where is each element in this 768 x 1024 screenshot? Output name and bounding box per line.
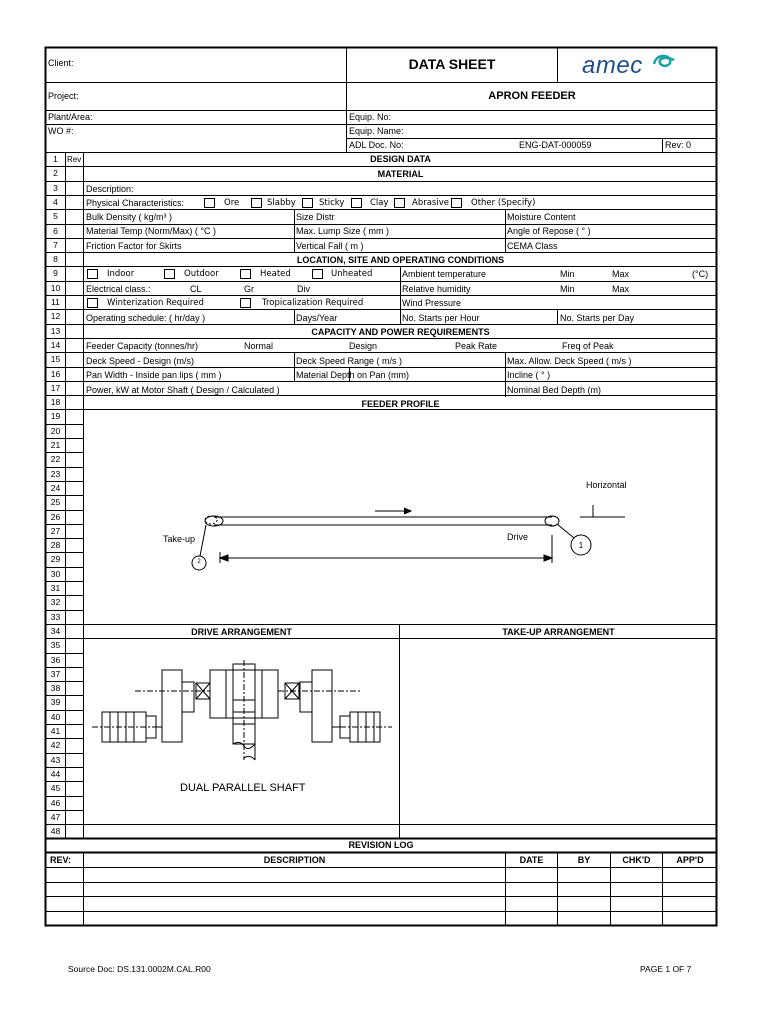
humidity-max-label: Max [612,284,630,294]
ore-label: Ore [224,198,240,208]
source-doc: Source Doc: DS.131.0002M.CAL.R00 [68,964,211,974]
normal-label: Normal [244,341,274,351]
ambient-min-label: Min [560,269,575,279]
left-gearbox [162,670,182,742]
row-number: 13 [50,326,61,336]
section-material: MATERIAL [377,169,424,179]
wo-label: WO #: [48,126,74,136]
row-number: 38 [50,683,61,693]
row-number: 46 [50,798,61,808]
logo-text: amec [582,52,643,79]
row-number: 28 [50,540,61,550]
row-number: 7 [53,240,58,250]
revision-log-title: REVISION LOG [348,840,414,850]
other-label: Other (Specify) [471,198,536,208]
ambient-max-label: Max [612,269,630,279]
doc-number: ENG-DAT-000059 [519,140,592,150]
row-number: 47 [50,812,61,822]
row-number: 32 [50,597,61,607]
deck-range-label: Deck Speed Range ( m/s ) [296,356,403,366]
electrical-class-label: Electrical class.: [86,284,151,294]
equip-name-label: Equip. Name: [349,126,404,136]
row-number: 16 [50,369,61,379]
row-number: 29 [50,554,61,564]
client-label: Client: [48,58,74,68]
row-number: 3 [53,183,58,193]
project-label: Project: [48,91,79,101]
row-number: 40 [50,712,61,722]
row-number: 33 [50,612,61,622]
description-column-header: DESCRIPTION [263,855,326,865]
appd-column-header: APP'D [676,855,704,865]
heated-label: Heated [260,269,291,279]
chkd-column-header: CHK'D [622,855,651,865]
plant-area-label: Plant/Area: [48,112,93,122]
starts-day-label: No. Starts per Day [560,313,635,323]
section-capacity: CAPACITY AND POWER REQUIREMENTS [311,327,490,337]
sheet-title: DATA SHEET [408,56,496,72]
tropicalization-label: Tropicalization Required [262,298,364,308]
gr-label: Gr [244,284,254,294]
row-number: 25 [50,497,61,507]
adl-doc-label: ADL Doc. No: [349,140,404,150]
row-number: 5 [53,211,58,221]
humidity-label: Relative humidity [402,284,471,294]
incline-label: Incline ( ° ) [507,370,551,380]
angle-repose-label: Angle of Repose ( ° ) [507,226,591,236]
size-distr-label: Size Distr [296,212,335,222]
cl-label: CL [190,284,202,294]
row-number: 22 [50,454,61,464]
pan-width-label: Pan Width - Inside pan lips ( mm ) [86,370,222,380]
starts-hour-label: No. Starts per Hour [402,313,480,323]
physical-characteristics-label: Physical Characteristics: [86,198,185,208]
row-number: 30 [50,569,61,579]
winterization-label: Winterization Required [107,298,204,308]
row-number: 45 [50,783,61,793]
friction-label: Friction Factor for Skirts [86,241,182,251]
material-depth-label: Material Depth on Pan (mm) [296,370,410,380]
row-number: 11 [51,297,60,307]
cema-label: CEMA Class [507,241,558,251]
description-label: Description: [86,184,134,194]
takeup-label: Take-up [163,534,196,544]
row-number: 12 [50,311,61,321]
bed-depth-label: Nominal Bed Depth (m) [507,385,602,395]
degc-label: (°C) [692,269,709,279]
row-number: 9 [53,268,58,278]
row-number: 18 [50,397,61,407]
div-label: Div [297,284,310,294]
drive-caption: DUAL PARALLEL SHAFT [180,782,306,794]
material-temp-label: Material Temp (Norm/Max) ( °C ) [86,226,216,236]
section-location: LOCATION, SITE AND OPERATING CONDITIONS [296,255,505,265]
wind-pressure-label: Wind Pressure [402,298,462,308]
indoor-label: Indoor [107,269,135,279]
equip-no-label: Equip. No: [349,112,392,122]
row-number: 44 [50,769,61,779]
row-number: 42 [50,740,61,750]
sticky-label: Sticky [319,198,345,208]
row-number: 39 [50,697,61,707]
operating-schedule-label: Operating schedule: ( hr/day ) [86,313,206,323]
max-deck-speed-label: Max. Allow. Deck Speed ( m/s ) [507,356,632,366]
rev-column-label: Rev [67,155,82,164]
row-number: 21 [50,440,61,450]
row-number: 43 [50,755,61,765]
design-label: Design [349,341,378,351]
rev-column-header: REV: [50,855,72,865]
date-column-header: DATE [519,855,544,865]
row-number: 27 [50,526,61,536]
row-number: 1 [53,154,58,164]
row-number: 37 [50,669,61,679]
abrasive-label: Abrasive [412,198,449,208]
row-number: 24 [50,483,61,493]
max-lump-label: Max. Lump Size ( mm ) [296,226,390,236]
row-number: 34 [50,626,61,636]
right-gearbox [312,670,332,742]
row-number: 8 [53,254,58,264]
vertical-fall-label: Vertical Fall ( m ) [296,241,364,251]
days-year-label: Days/Year [296,313,338,323]
row-number: 14 [50,340,61,350]
section-drive-arrangement: DRIVE ARRANGEMENT [191,627,292,637]
page-number: PAGE 1 OF 7 [640,964,692,974]
drive-label: Drive [507,532,529,542]
row-number: 48 [50,826,61,836]
humidity-min-label: Min [560,284,575,294]
section-design-data: DESIGN DATA [370,154,431,164]
revision-number: Rev: 0 [665,140,692,150]
moisture-label: Moisture Content [507,212,576,222]
row-number: 23 [50,469,61,479]
row-number: 31 [50,583,61,593]
ambient-label: Ambient temperature [402,269,487,279]
peak-rate-label: Peak Rate [455,341,498,351]
row-number: 36 [50,655,61,665]
row-number: 6 [53,226,58,236]
bulk-density-label: Bulk Density ( kg/m³ ) [86,212,173,222]
power-label: Power, kW at Motor Shaft ( Design / Calculated ) [86,385,280,395]
slabby-label: Slabby [267,198,296,208]
row-number: 35 [50,640,61,650]
outdoor-label: Outdoor [184,269,219,279]
row-number: 41 [50,726,61,736]
row-number: 4 [53,197,58,207]
row-number: 26 [50,512,61,522]
row-number: 20 [50,426,61,436]
callout-2-label: 2 [197,559,201,565]
clay-label: Clay [370,198,389,208]
section-feeder-profile: FEEDER PROFILE [361,399,440,409]
deck-speed-label: Deck Speed - Design (m/s) [86,356,195,366]
by-column-header: BY [577,855,591,865]
unheated-label: Unheated [331,269,373,279]
row-number: 15 [50,354,61,364]
row-number: 17 [50,383,61,393]
section-takeup-arrangement: TAKE-UP ARRANGEMENT [502,627,615,637]
sheet-subtitle: APRON FEEDER [488,90,576,102]
feeder-capacity-label: Feeder Capacity (tonnes/hr) [86,341,199,351]
freq-peak-label: Freq of Peak [562,341,614,351]
row-number: 2 [53,168,58,178]
callout-1-label: 1 [578,541,584,550]
row-number: 10 [50,283,61,293]
horizontal-label: Horizontal [586,480,627,490]
row-number: 19 [50,411,61,421]
